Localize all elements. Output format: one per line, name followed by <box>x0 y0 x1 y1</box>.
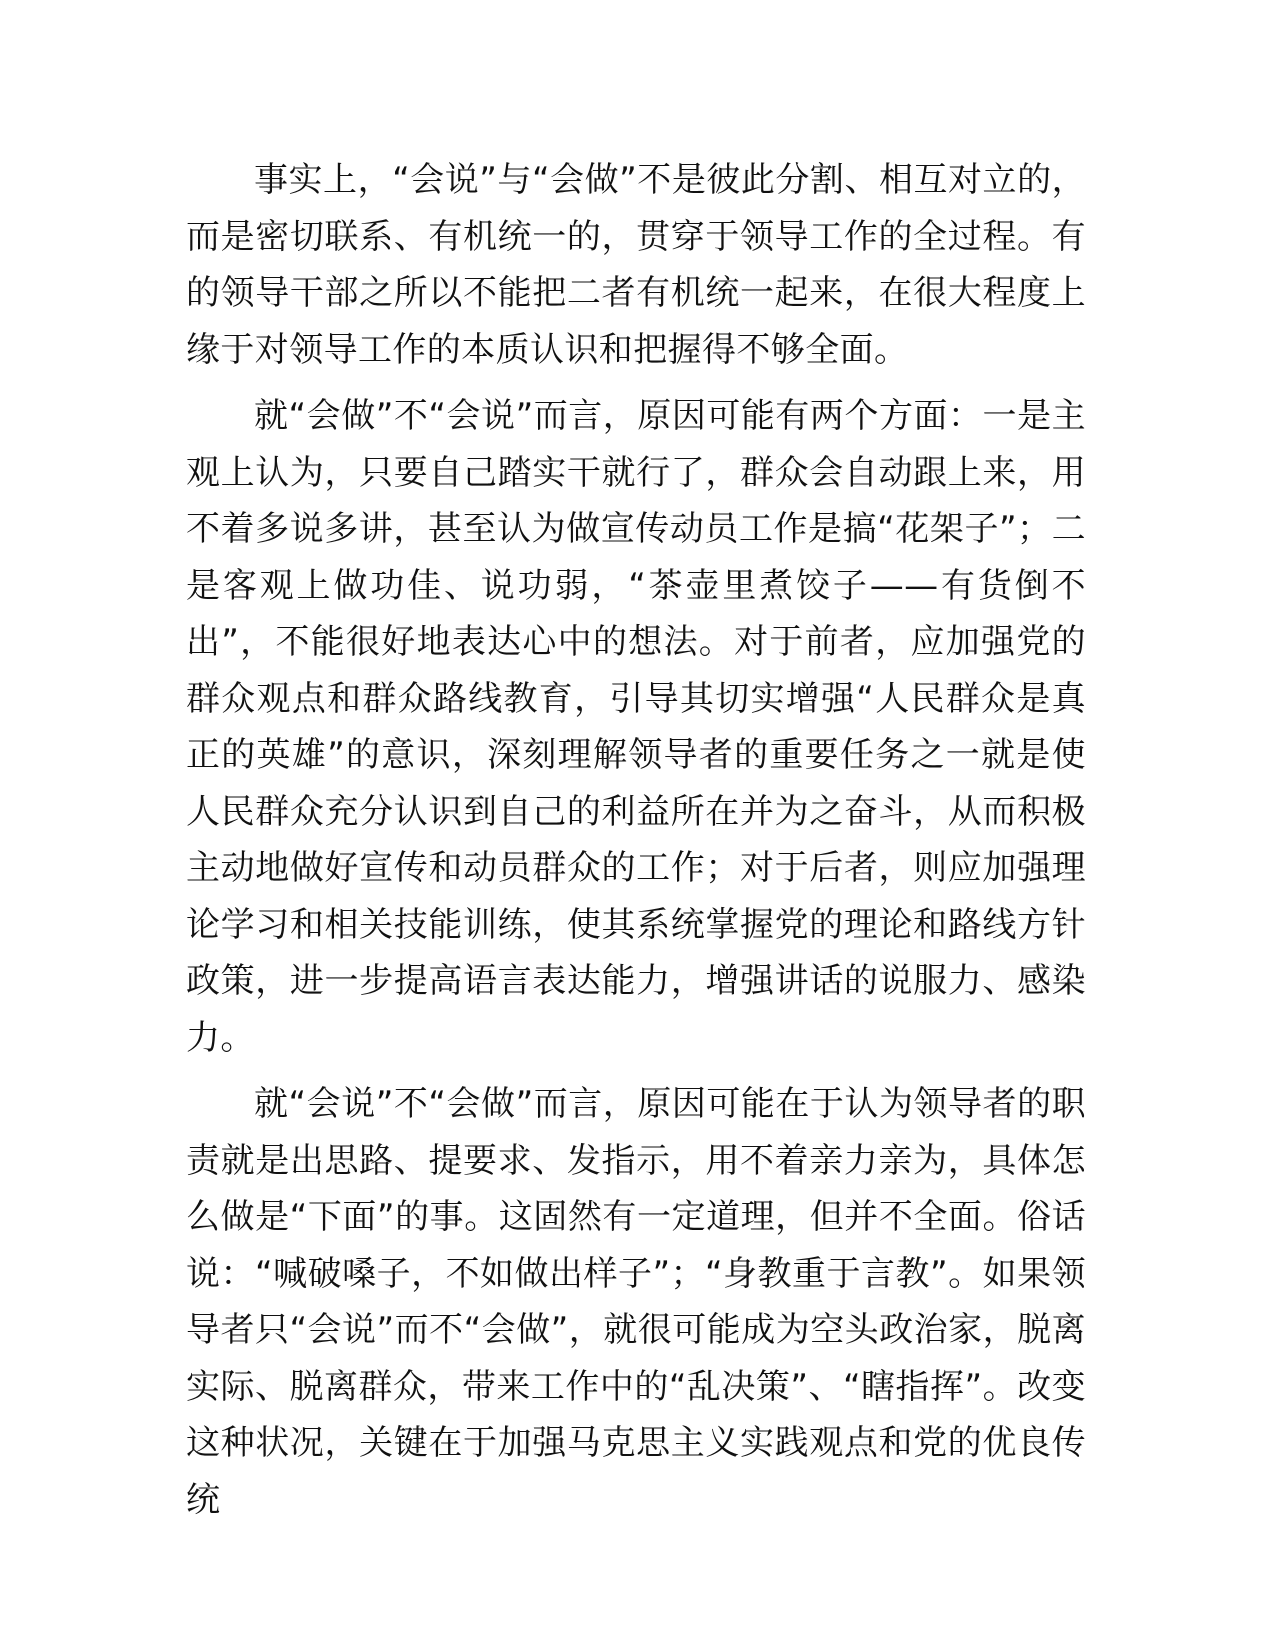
paragraph-3: 就“会说”不“会做”而言，原因可能在于认为领导者的职责就是出思路、提要求、发指示，用不着亲力亲为，具体怎么做是“下面”的事。这固然有一定道理，但并不全面。俗话说：“喊破嗓子，不如做出样子”；“身教重于言教”。如果领导者只“会说”而不“会做”，就很可能成为空头政治家，脱离实际、脱离群众，带来工作中的“乱决策”、“瞎指挥”。改变这种状况，关键在于加强马克思主义实践观点和党的优良传统 <box>186 1084 1086 1520</box>
document-body <box>186 152 1086 1538</box>
paragraph-2: 就“会做”不“会说”而言，原因可能有两个方面：一是主观上认为，只要自己踏实干就行了，群众会自动跟上来，用不着多说多讲，甚至认为做宣传动员工作是搞“花架子”；二是客观上做功佳、说功弱，“茶壶里煮饺子——有货倒不出”，不能很好地表达心中的想法。对于前者，应加强党的群众观点和群众路线教育，引导其切实增强“人民群众是真正的英雄”的意识，深刻理解领导者的重要任务之一就是使人民群众充分认识到自己的利益所在并为之奋斗，从而积极主动地做好宣传和动员群众的工作；对于后者，则应加强理论学习和相关技能训练，使其系统掌握党的理论和路线方针政策，进一步提高语言表达能力，增强讲话的说服力、感染力。 <box>186 396 1086 1058</box>
paragraph-1: 事实上，“会说”与“会做”不是彼此分割、相互对立的，而是密切联系、有机统一的，贯穿于领导工作的全过程。有的领导干部之所以不能把二者有机统一起来，在很大程度上缘于对领导工作的本质认识和把握得不够全面。 <box>186 160 1086 370</box>
